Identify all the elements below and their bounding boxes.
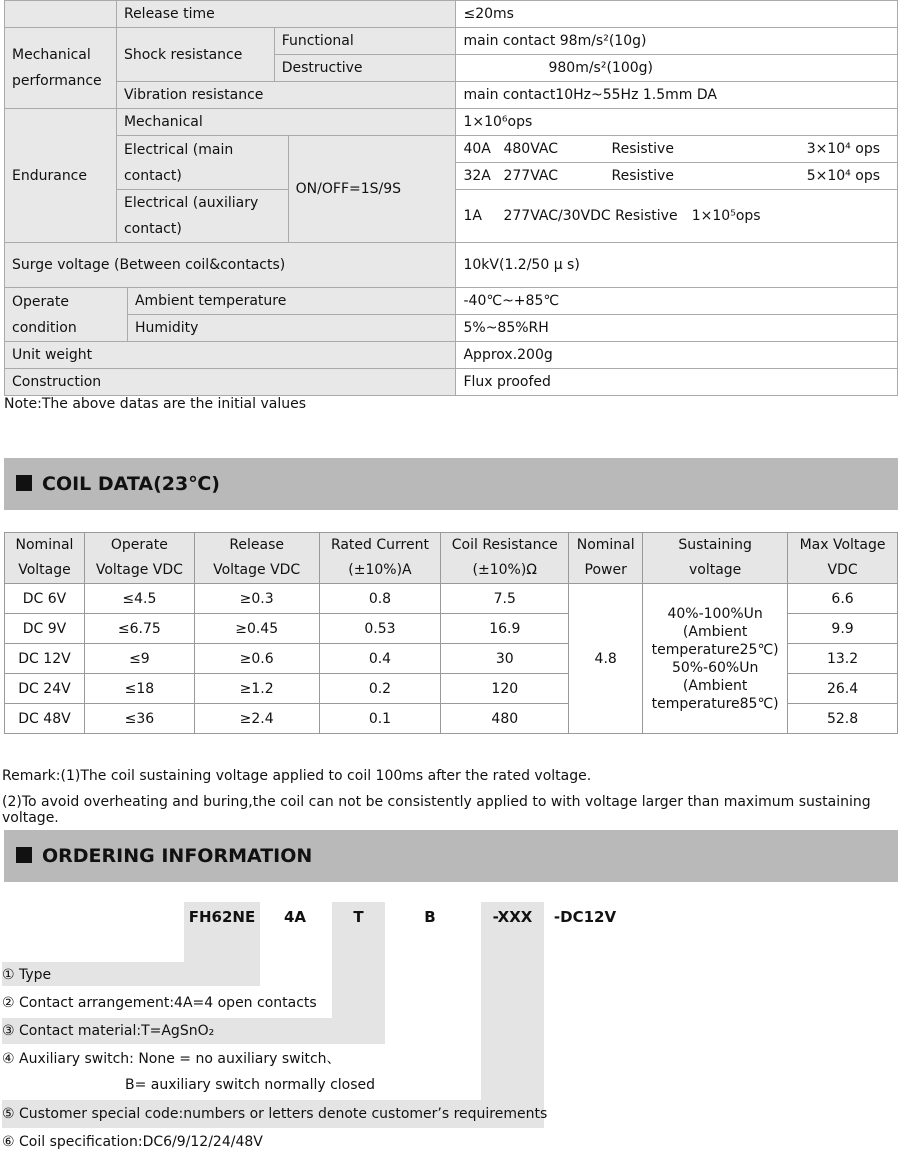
shock-resistance-label: Shock resistance: [116, 28, 274, 82]
ordering-line-coil: ⑥ Coil specification:DC6/9/12/24/48V: [2, 1134, 263, 1150]
sustaining-line: 50%-60%Un: [671, 659, 759, 676]
coil-resistance-cell: 30: [441, 644, 569, 674]
sustaining-line: temperature85℃): [651, 695, 779, 712]
header-nominal-voltage: Nominal Voltage: [5, 533, 85, 584]
rated-current-cell: 0.53: [319, 614, 441, 644]
release-time-value: ≤20ms: [456, 1, 898, 28]
header-max-voltage: Max Voltage VDC: [788, 533, 898, 584]
vibration-value: main contact10Hz~55Hz 1.5mm DA: [456, 82, 898, 109]
max-voltage-cell: 9.9: [788, 614, 898, 644]
endurance-current: 1A: [463, 208, 482, 224]
nominal-voltage-cell: DC 9V: [5, 614, 85, 644]
ordering-info-header: [4, 830, 898, 882]
destructive-label: Destructive: [274, 55, 456, 82]
sustaining-voltage-cell: [643, 584, 788, 734]
header-sustaining-voltage: Sustaining voltage: [643, 533, 788, 584]
spec-note: Note:The above datas are the initial values: [4, 396, 307, 412]
operate-condition-label: Operate condition: [5, 288, 128, 342]
code-material: T: [353, 908, 364, 926]
ordering-line-custom: ⑤ Customer special code:numbers or letters denote customer’s requirements: [2, 1106, 548, 1122]
electrical-aux-label: Electrical (auxiliary contact): [116, 190, 288, 243]
endurance-voltage: 277VAC/30VDC Resistive: [503, 208, 678, 224]
humidity-value: 5%~85%RH: [456, 315, 898, 342]
surge-value: 10kV(1.2/50 μ s): [456, 243, 898, 288]
nominal-voltage-cell: DC 12V: [5, 644, 85, 674]
code-arrangement: 4A: [283, 908, 307, 926]
sustaining-line: (Ambient: [682, 623, 748, 640]
coil-resistance-cell: 120: [441, 674, 569, 704]
unit-weight-value: Approx.200g: [456, 342, 898, 369]
endurance-current: 40A: [463, 141, 491, 157]
code-coil: -DC12V: [553, 908, 617, 926]
endurance-row-3: [456, 190, 898, 243]
header-rated-current: Rated Current (±10%)A: [319, 533, 441, 584]
ambient-value: -40℃~+85℃: [456, 288, 898, 315]
release-voltage-cell: ≥0.6: [194, 644, 319, 674]
humidity-label: Humidity: [127, 315, 456, 342]
custom-code-box: [481, 902, 544, 1128]
max-voltage-cell: 6.6: [788, 584, 898, 614]
code-type: FH62NE: [188, 908, 256, 926]
rated-current-cell: 0.8: [319, 584, 441, 614]
operate-voltage-cell: ≤36: [84, 704, 194, 734]
coil-data-title: COIL DATA(23℃): [42, 473, 220, 495]
ordering-info-title: ORDERING INFORMATION: [42, 845, 313, 867]
header-nominal-power: Nominal Power: [569, 533, 643, 584]
release-time-label: Release time: [116, 1, 456, 28]
ordering-line-arrangement: ② Contact arrangement:4A=4 open contacts: [2, 995, 317, 1011]
table-row: [5, 584, 898, 614]
operate-voltage-cell: ≤4.5: [84, 584, 194, 614]
header-operate-voltage: Operate Voltage VDC: [84, 533, 194, 584]
sustaining-line: (Ambient: [682, 677, 748, 694]
coil-resistance-cell: 480: [441, 704, 569, 734]
endurance-voltage: 480VAC: [503, 141, 558, 157]
coil-data-header: [4, 458, 898, 510]
sustaining-line: 40%-100%Un: [667, 605, 763, 622]
header-coil-resistance: Coil Resistance (±10%)Ω: [441, 533, 569, 584]
specification-table: [4, 0, 898, 396]
endurance-ops: 3×10⁴ ops: [806, 141, 880, 157]
coil-data-table: [4, 532, 898, 734]
vibration-label: Vibration resistance: [116, 82, 456, 109]
nominal-power-cell: 4.8: [569, 584, 643, 734]
rated-current-cell: 0.2: [319, 674, 441, 704]
surge-label: Surge voltage (Between coil&contacts): [5, 243, 456, 288]
construction-label: Construction: [5, 369, 456, 396]
endurance-voltage: 277VAC: [503, 168, 558, 184]
operate-voltage-cell: ≤9: [84, 644, 194, 674]
rated-current-cell: 0.1: [319, 704, 441, 734]
functional-value: main contact 98m/s²(10g): [456, 28, 898, 55]
rated-current-cell: 0.4: [319, 644, 441, 674]
ordering-line-auxiliary: ④ Auxiliary switch: None = no auxiliary switch、: [2, 1051, 341, 1067]
coil-remark-2: (2)To avoid overheating and buring,the coil can not be consistently applied to with voltage larger than maximum sustaining voltage.: [2, 794, 871, 826]
release-voltage-cell: ≥0.45: [194, 614, 319, 644]
on-off-label: ON/OFF=1S/9S: [288, 136, 456, 243]
sustaining-line: temperature25℃): [651, 641, 779, 658]
spec-blank-cell: [5, 1, 117, 28]
mechanical-label: Mechanical: [116, 109, 456, 136]
ambient-label: Ambient temperature: [127, 288, 456, 315]
mechanical-performance-label: Mechanical performance: [5, 28, 117, 109]
destructive-value: 980m/s²(100g): [456, 55, 898, 82]
electrical-main-label: Electrical (main contact): [116, 136, 288, 190]
mechanical-value: 1×10⁶ops: [456, 109, 898, 136]
square-bullet-icon: [16, 475, 32, 491]
ordering-line-material: ③ Contact material:T=AgSnO₂: [2, 1023, 215, 1039]
header-release-voltage: Release Voltage VDC: [194, 533, 319, 584]
functional-label: Functional: [274, 28, 456, 55]
ordering-line-auxiliary-b: B= auxiliary switch normally closed: [125, 1077, 376, 1093]
endurance-load: Resistive: [611, 141, 674, 157]
code-custom: -XXX: [492, 908, 533, 926]
operate-voltage-cell: ≤6.75: [84, 614, 194, 644]
release-voltage-cell: ≥0.3: [194, 584, 319, 614]
max-voltage-cell: 26.4: [788, 674, 898, 704]
nominal-voltage-cell: DC 48V: [5, 704, 85, 734]
operate-voltage-cell: ≤18: [84, 674, 194, 704]
endurance-ops: 1×10⁵ops: [691, 208, 761, 224]
ordering-line-type: ① Type: [2, 967, 52, 983]
max-voltage-cell: 13.2: [788, 644, 898, 674]
endurance-ops: 5×10⁴ ops: [806, 168, 880, 184]
endurance-label: Endurance: [5, 109, 117, 243]
nominal-voltage-cell: DC 6V: [5, 584, 85, 614]
coil-resistance-cell: 7.5: [441, 584, 569, 614]
square-bullet-icon: [16, 847, 32, 863]
endurance-row-2: [456, 163, 898, 190]
unit-weight-label: Unit weight: [5, 342, 456, 369]
endurance-load: Resistive: [611, 168, 674, 184]
code-auxiliary: B: [424, 908, 436, 926]
nominal-voltage-cell: DC 24V: [5, 674, 85, 704]
coil-remark-1: Remark:(1)The coil sustaining voltage applied to coil 100ms after the rated voltage.: [2, 768, 592, 784]
endurance-row-1: [456, 136, 898, 163]
release-voltage-cell: ≥2.4: [194, 704, 319, 734]
coil-resistance-cell: 16.9: [441, 614, 569, 644]
endurance-current: 32A: [463, 168, 491, 184]
max-voltage-cell: 52.8: [788, 704, 898, 734]
construction-value: Flux proofed: [456, 369, 898, 396]
release-voltage-cell: ≥1.2: [194, 674, 319, 704]
